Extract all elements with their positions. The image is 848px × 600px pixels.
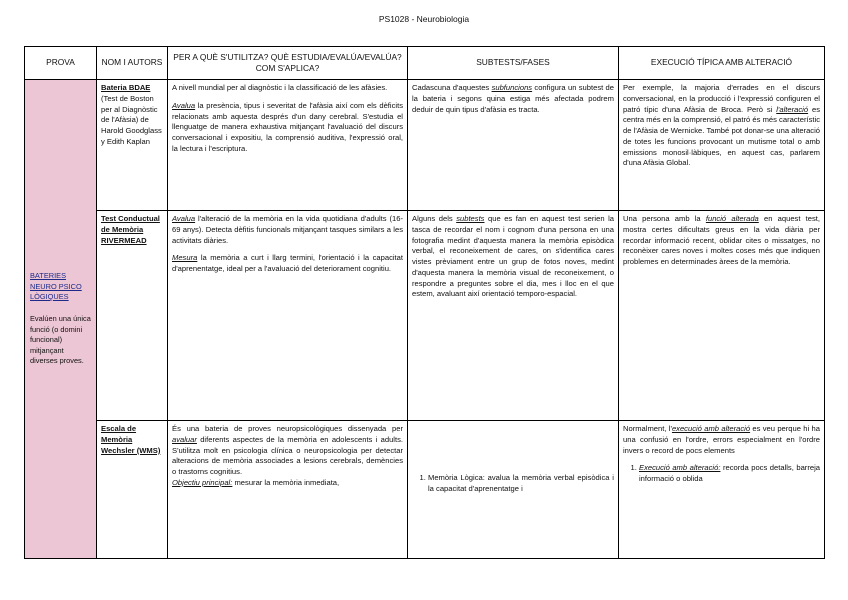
use-paragraph: A nivell mundial per al diagnòstic i la classificació de les afàsies.: [172, 83, 388, 92]
subtests-text: Cadascuna d'aquestes: [412, 83, 492, 92]
name-cell: [97, 80, 168, 211]
keyword: Avalua: [172, 214, 196, 223]
execution-paragraph: [623, 424, 820, 456]
execution-cell: [619, 80, 825, 211]
list-item: [639, 463, 820, 485]
subtests-cell: [408, 421, 619, 559]
execution-text: Una persona amb la: [623, 214, 706, 223]
keyword: subtests: [456, 214, 485, 223]
use-paragraph: [172, 253, 403, 275]
keyword: Objectiu principal:: [172, 477, 233, 487]
keyword: Execució amb alteració:: [639, 463, 721, 473]
name-cell: [97, 421, 168, 559]
subtests-cell: [408, 211, 619, 421]
keyword: l'alteració: [776, 104, 809, 114]
execution-cell: [619, 421, 825, 559]
keyword: execució amb alteració: [671, 424, 751, 433]
use-paragraph: [172, 101, 403, 155]
execution-text: recorda pocs detalls, barreja informació o oblida: [639, 463, 820, 484]
test-table: [24, 46, 825, 559]
subtests-list: [412, 473, 614, 495]
header-execucio: EXECUCIÓ TÍPICA AMB ALTERACIÓ: [619, 47, 825, 80]
test-authors: (Test de Boston per al Diagnòstic de l'Afàsia) de Harold Goodglass y Edith Kaplan: [101, 93, 162, 146]
table-row: [25, 80, 825, 211]
subtests-text: Alguns dels: [412, 214, 457, 223]
execution-text: Normalment, l': [623, 424, 672, 433]
execution-text: es veu perque hi ha una confusió en l'ordre, errors especialment en l'ordre invers o record de pocs elements: [623, 424, 820, 455]
execution-text: en aquest test, mostra certes dificultats greus en la vida diària per recordar informació recent, oblidar cites o missatges, no reconèixer cares noves i moltes coses més que indiquen problemes en determinades àrees de la memòria.: [623, 214, 820, 267]
header-subtests: SUBTESTS/FASES: [408, 47, 619, 80]
subtests-text: que es fan en aquest test serien la tasca de recordar el nom i cognom d'una persona en una fotografia medint d'aquesta manera la memòria episòdica verbal, el reconeixement de cares, on s'identifica cares vistes prèviament entre un grup de fotos noves, medint d'aquesta manera la memòria visual de reconeixement, o respondre a preguntes sobre el dia, mes i lloc en el que estem, avaluant així orientació temporo-espacial.: [412, 214, 614, 299]
test-name-wms[interactable]: Escala de Memòria Wechsler (WMS): [101, 424, 161, 455]
execution-text: es centra més en la comprensió, el patró és més característic de l'Afàsia de Wernicke. També pot donar-se una alteració de totes les funcions provocant un mutisme total o amb emissions monosil·làbiques, en aquest cas, parlarem d'una Afàsia Global.: [623, 104, 820, 168]
prova-cell: [25, 80, 97, 559]
use-text: l'alteració de la memòria en la vida quotidiana d'adults (16-69 anys). Detecta dèfitis funcionals mitjançant tasques similars a les activitats diàries.: [172, 214, 403, 245]
keyword: subfuncions: [491, 83, 533, 92]
header-prova: PROVA: [25, 47, 97, 80]
keyword: Avalua: [172, 100, 196, 110]
header-nom-autors: NOM I AUTORS: [97, 47, 168, 80]
header-per-a-que: PER A QUÈ S'UTILITZA? QUÈ ESTUDIA/EVALÚA/EVALÚA? COM S'APLICA?: [168, 47, 408, 80]
use-cell: [168, 421, 408, 559]
use-cell: [168, 211, 408, 421]
name-cell: [97, 211, 168, 421]
table-row: [25, 421, 825, 559]
table-row: [25, 211, 825, 421]
use-text: la memòria a curt i llarg termini, l'orientació i la capacitat d'aprenentatge, ideal per a l'avaluació del deteriorament cognitiu.: [172, 253, 403, 274]
execution-text: Per exemple, la majoria d'errades en el discurs conversacional, en la producció i l'expressió configuren el patró típic d'una Afàsia de Broca. Però si: [623, 83, 820, 114]
use-text: És una bateria de proves neuropsicològiques dissenyada per: [172, 424, 403, 433]
list-item: 1. Memòria Lògica: avalua la memòria verbal episòdica i la capacitat d'aprenentatge i: [428, 473, 614, 495]
execution-list: [623, 463, 820, 485]
table-header-row: [25, 47, 825, 80]
prova-description: Evalúen una única funció (o domini funcional) mitjançant diverses proves.: [30, 314, 91, 366]
subtests-cell: [408, 80, 619, 211]
use-cell: [168, 80, 408, 211]
prova-title[interactable]: BATERIES NEURO PSICO LÒGIQUES: [30, 271, 82, 301]
keyword: Mesura: [172, 253, 198, 263]
subtests-text: configura un subtest de la bateria i segons quina estiga més afectada podrem deduir de quin tipus d'afàsia es tracta.: [412, 83, 614, 114]
keyword: funció alterada: [705, 214, 759, 223]
use-paragraph: [172, 214, 403, 246]
page-header: PS1028 - Neurobiologia: [378, 14, 470, 24]
use-text: la presència, tipus i severitat de l'afàsia així com els dèficits relacionats amb aquesta després d'un dany cerebral. S'estudia el llenguatge de manera exhaustiva mitjançant l'avaluació del discurs conversacional i expositiu, la comprensió auditiva, l'expressió oral, la lectura i l'escriptura.: [172, 100, 403, 153]
execution-cell: [619, 211, 825, 421]
use-text: mesurar la memòria inmediata,: [232, 477, 340, 487]
use-text: diferents aspectes de la memòria en adolescents i adults. S'utilitza molt en psicologia clínica o neuropsicologia per detectar alteracions de memòria associades a lesions cerebrals, demències o trastorns cognitius.: [172, 434, 403, 477]
test-name-bdae[interactable]: Bateria BDAE: [101, 83, 151, 92]
keyword: avaluar: [172, 434, 197, 444]
test-name-rivermead[interactable]: Test Conductual de Memòria RIVERMEAD: [101, 214, 160, 245]
